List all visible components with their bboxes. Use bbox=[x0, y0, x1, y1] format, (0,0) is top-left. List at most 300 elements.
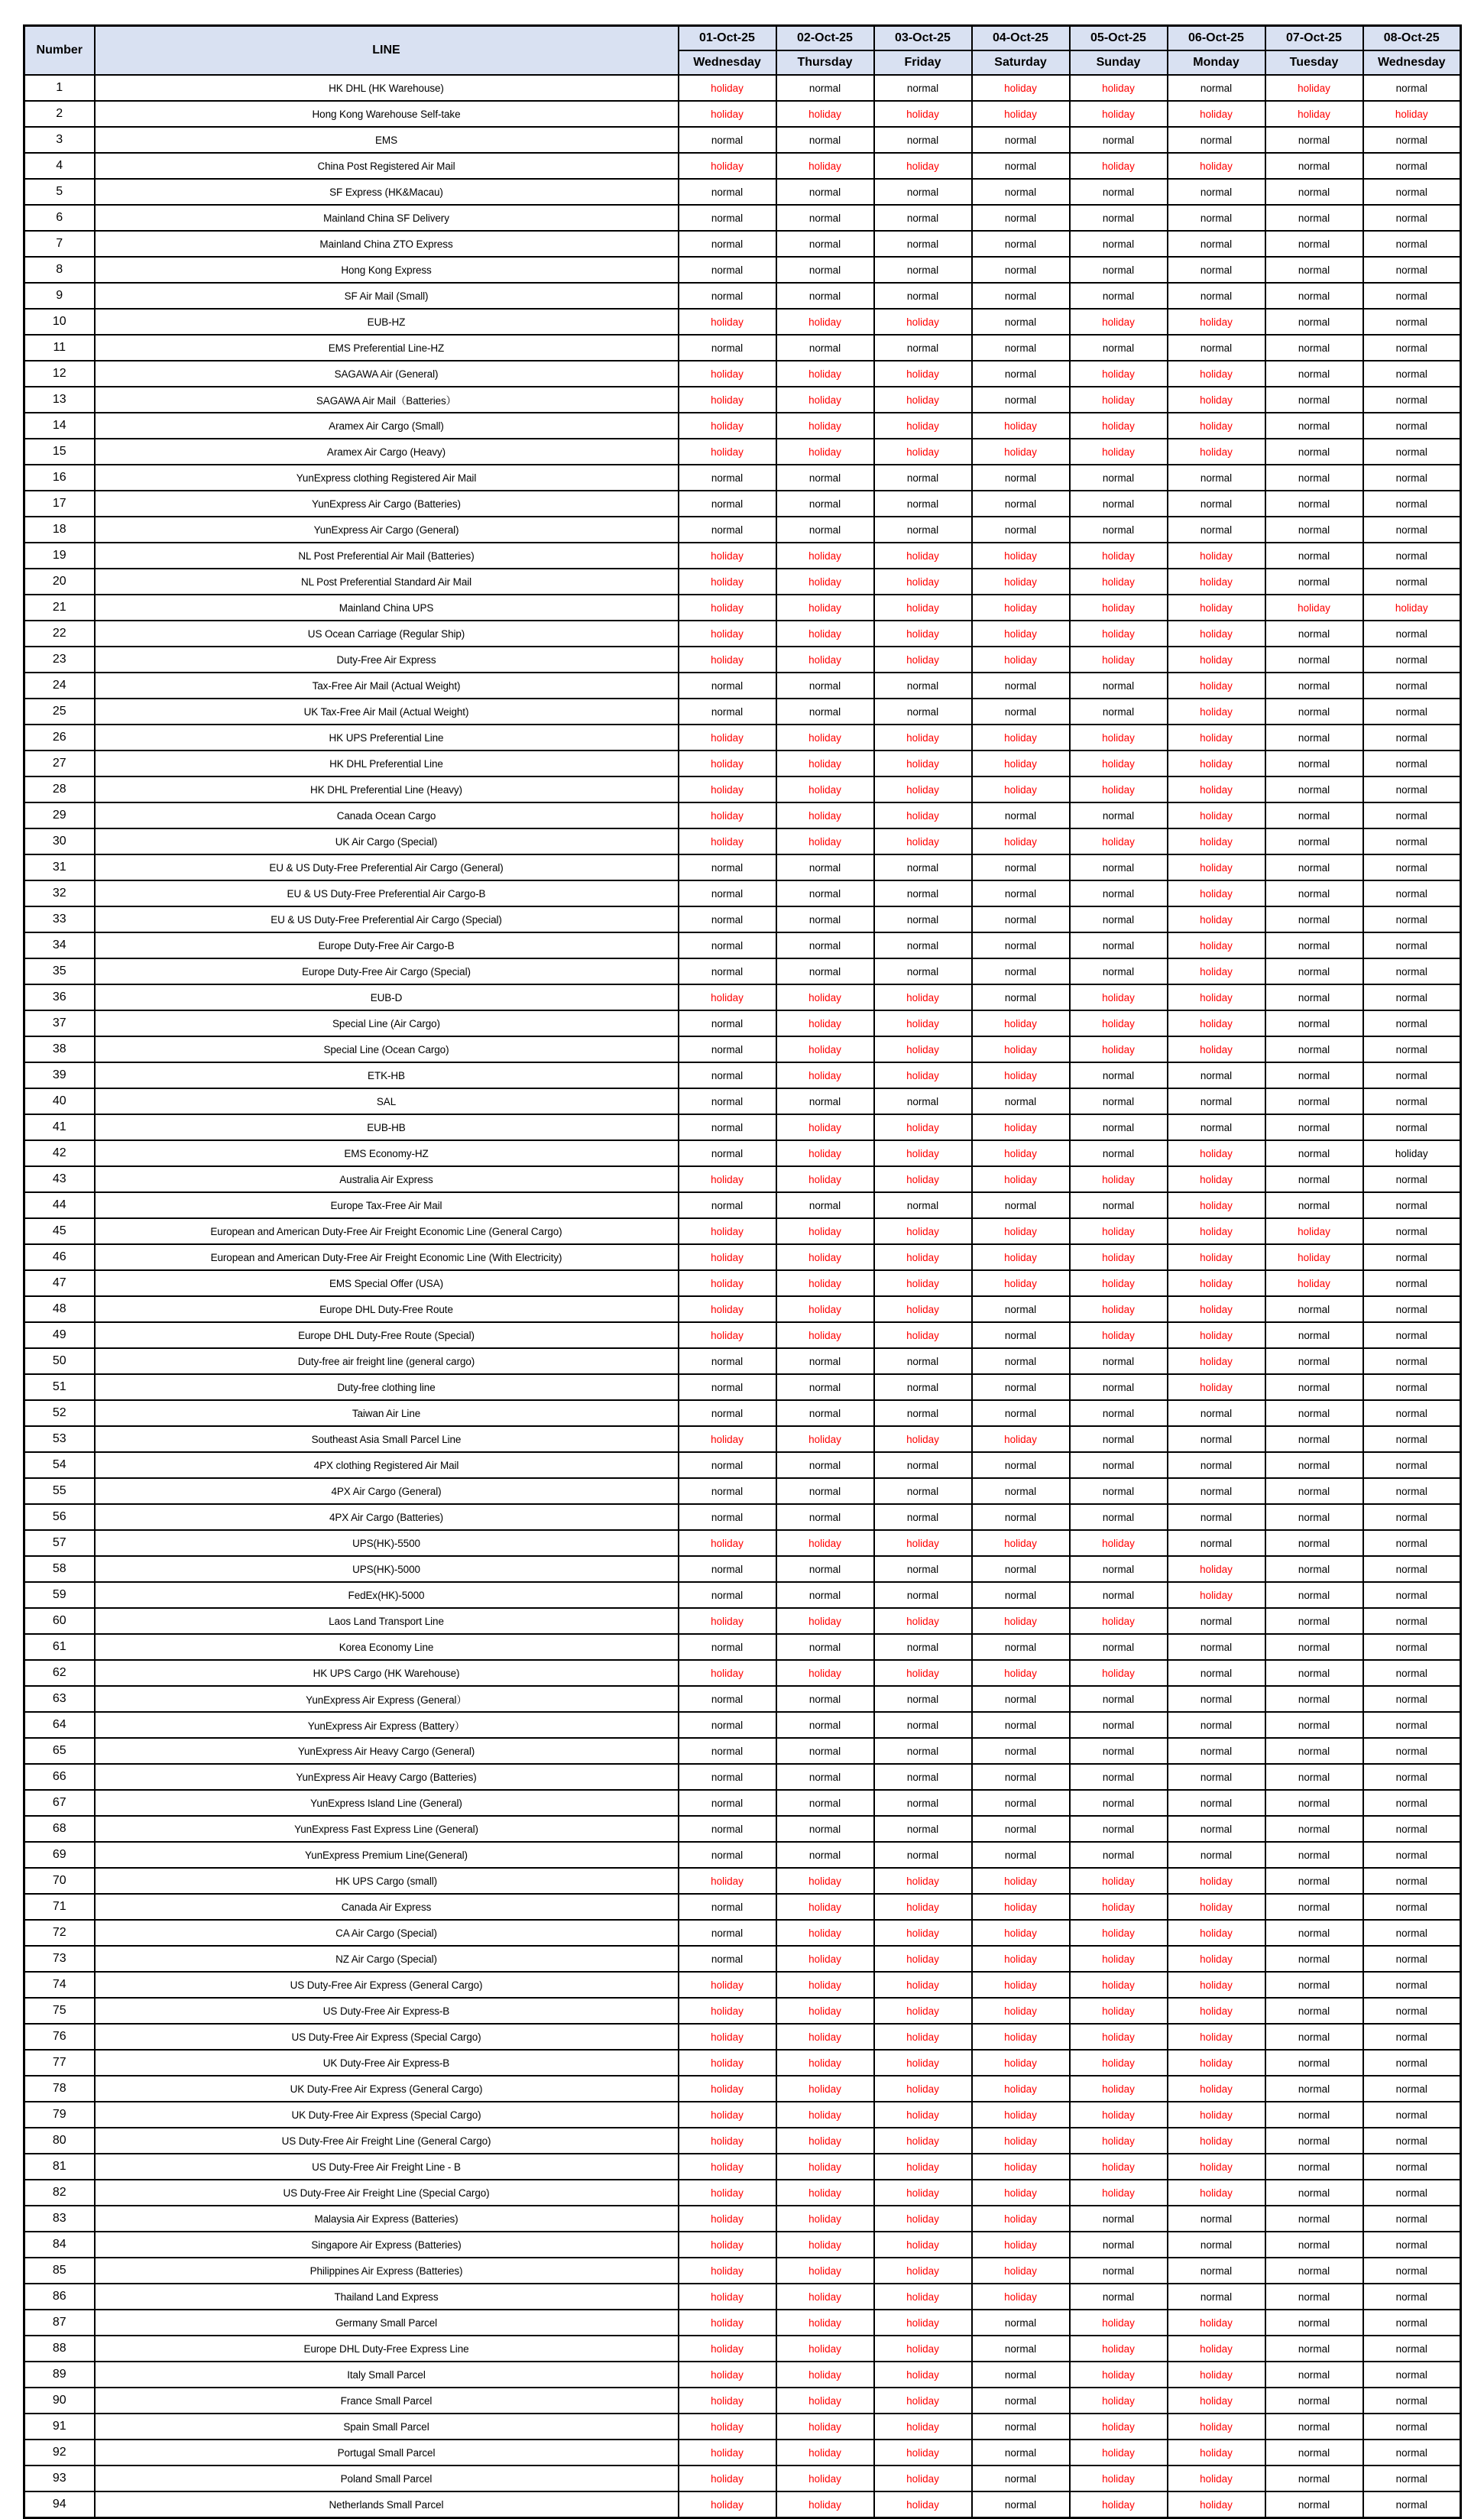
row-number: 57 bbox=[24, 1530, 95, 1556]
status-cell: normal bbox=[1265, 828, 1363, 854]
row-number: 44 bbox=[24, 1192, 95, 1218]
status-cell: normal bbox=[679, 335, 776, 361]
row-number: 64 bbox=[24, 1712, 95, 1738]
status-cell: normal bbox=[1265, 2154, 1363, 2180]
status-cell: normal bbox=[1363, 179, 1461, 205]
status-cell: normal bbox=[776, 127, 874, 153]
status-cell: holiday bbox=[776, 1166, 874, 1192]
status-cell: holiday bbox=[874, 1946, 972, 1972]
row-number: 28 bbox=[24, 776, 95, 802]
row-number: 36 bbox=[24, 984, 95, 1010]
line-name: CA Air Cargo (Special) bbox=[95, 1920, 679, 1946]
status-cell: holiday bbox=[972, 1972, 1070, 1998]
line-name: UPS(HK)-5000 bbox=[95, 1556, 679, 1582]
status-cell: holiday bbox=[972, 2232, 1070, 2258]
status-cell: holiday bbox=[1070, 725, 1168, 751]
status-cell: normal bbox=[1363, 1530, 1461, 1556]
status-cell: normal bbox=[679, 1738, 776, 1764]
table-row bbox=[24, 1322, 1461, 1348]
line-name: NL Post Preferential Standard Air Mail bbox=[95, 569, 679, 595]
status-cell: holiday bbox=[874, 2102, 972, 2128]
status-cell: normal bbox=[1265, 1790, 1363, 1816]
status-cell: holiday bbox=[1070, 2362, 1168, 2388]
status-cell: holiday bbox=[776, 1062, 874, 1088]
table-row bbox=[24, 1348, 1461, 1374]
table-row bbox=[24, 335, 1461, 361]
status-cell: normal bbox=[972, 153, 1070, 179]
status-cell: holiday bbox=[972, 2128, 1070, 2154]
row-number: 39 bbox=[24, 1062, 95, 1088]
row-number: 61 bbox=[24, 1634, 95, 1660]
status-cell: normal bbox=[1168, 283, 1265, 309]
status-cell: holiday bbox=[1168, 1166, 1265, 1192]
status-cell: normal bbox=[679, 1192, 776, 1218]
status-cell: holiday bbox=[972, 2076, 1070, 2102]
status-cell: holiday bbox=[1168, 1894, 1265, 1920]
status-cell: normal bbox=[1363, 2284, 1461, 2310]
status-cell: normal bbox=[1070, 1192, 1168, 1218]
status-cell: holiday bbox=[776, 2310, 874, 2336]
line-name: EMS Special Offer (USA) bbox=[95, 1270, 679, 1296]
status-cell: normal bbox=[1070, 1816, 1168, 1842]
status-cell: normal bbox=[972, 179, 1070, 205]
row-number: 63 bbox=[24, 1686, 95, 1712]
row-number: 42 bbox=[24, 1140, 95, 1166]
status-cell: normal bbox=[1168, 1634, 1265, 1660]
header-date-4: 04-Oct-25 bbox=[972, 26, 1070, 51]
status-cell: holiday bbox=[1070, 1608, 1168, 1634]
status-cell: normal bbox=[679, 1582, 776, 1608]
status-cell: holiday bbox=[776, 647, 874, 673]
status-cell: holiday bbox=[1168, 1582, 1265, 1608]
status-cell: normal bbox=[679, 1764, 776, 1790]
status-cell: normal bbox=[874, 1452, 972, 1478]
status-cell: normal bbox=[1363, 2050, 1461, 2076]
status-cell: normal bbox=[776, 1634, 874, 1660]
row-number: 24 bbox=[24, 673, 95, 699]
status-cell: normal bbox=[679, 906, 776, 932]
status-cell: normal bbox=[874, 1556, 972, 1582]
status-cell: holiday bbox=[776, 2336, 874, 2362]
status-cell: holiday bbox=[972, 1530, 1070, 1556]
table-row bbox=[24, 1764, 1461, 1790]
status-cell: normal bbox=[1363, 2206, 1461, 2232]
status-cell: holiday bbox=[1168, 647, 1265, 673]
status-cell: normal bbox=[1070, 2232, 1168, 2258]
status-cell: normal bbox=[776, 335, 874, 361]
line-name: 4PX Air Cargo (Batteries) bbox=[95, 1504, 679, 1530]
table-row bbox=[24, 1218, 1461, 1244]
status-cell: holiday bbox=[1168, 2388, 1265, 2414]
status-cell: normal bbox=[874, 1842, 972, 1868]
status-cell: normal bbox=[776, 1504, 874, 1530]
status-cell: normal bbox=[1070, 958, 1168, 984]
table-row bbox=[24, 2414, 1461, 2440]
status-cell: holiday bbox=[874, 1322, 972, 1348]
status-cell: holiday bbox=[1070, 2414, 1168, 2440]
col-header-line: LINE bbox=[95, 26, 679, 76]
status-cell: holiday bbox=[874, 569, 972, 595]
row-number: 32 bbox=[24, 880, 95, 906]
status-cell: normal bbox=[776, 1816, 874, 1842]
status-cell: normal bbox=[1168, 1842, 1265, 1868]
table-row bbox=[24, 802, 1461, 828]
status-cell: normal bbox=[679, 1946, 776, 1972]
row-number: 19 bbox=[24, 543, 95, 569]
status-cell: holiday bbox=[874, 2024, 972, 2050]
status-cell: normal bbox=[1265, 205, 1363, 231]
table-row bbox=[24, 2258, 1461, 2284]
status-cell: holiday bbox=[1168, 1270, 1265, 1296]
row-number: 75 bbox=[24, 1998, 95, 2024]
status-cell: normal bbox=[972, 127, 1070, 153]
status-cell: normal bbox=[1363, 257, 1461, 283]
status-cell: holiday bbox=[972, 2284, 1070, 2310]
status-cell: normal bbox=[1363, 1946, 1461, 1972]
status-cell: holiday bbox=[972, 595, 1070, 621]
line-name: Italy Small Parcel bbox=[95, 2362, 679, 2388]
status-cell: normal bbox=[1265, 517, 1363, 543]
status-cell: normal bbox=[874, 1192, 972, 1218]
line-name: Aramex Air Cargo (Heavy) bbox=[95, 439, 679, 465]
status-cell: holiday bbox=[874, 1426, 972, 1452]
row-number: 53 bbox=[24, 1426, 95, 1452]
status-cell: holiday bbox=[1070, 1972, 1168, 1998]
status-cell: normal bbox=[972, 1348, 1070, 1374]
line-name: Hong Kong Warehouse Self-take bbox=[95, 101, 679, 127]
line-name: NZ Air Cargo (Special) bbox=[95, 1946, 679, 1972]
status-cell: holiday bbox=[874, 2310, 972, 2336]
status-cell: holiday bbox=[874, 1244, 972, 1270]
status-cell: holiday bbox=[874, 1062, 972, 1088]
status-cell: normal bbox=[1265, 932, 1363, 958]
status-cell: holiday bbox=[776, 1920, 874, 1946]
line-name: SAL bbox=[95, 1088, 679, 1114]
table-row bbox=[24, 751, 1461, 776]
status-cell: holiday bbox=[1070, 2180, 1168, 2206]
status-cell: normal bbox=[1363, 1296, 1461, 1322]
status-cell: normal bbox=[1265, 1426, 1363, 1452]
status-cell: holiday bbox=[679, 101, 776, 127]
row-number: 85 bbox=[24, 2258, 95, 2284]
status-cell: holiday bbox=[972, 543, 1070, 569]
status-cell: holiday bbox=[972, 101, 1070, 127]
status-cell: normal bbox=[679, 1556, 776, 1582]
table-row bbox=[24, 2180, 1461, 2206]
table-row bbox=[24, 2076, 1461, 2102]
row-number: 17 bbox=[24, 491, 95, 517]
status-cell: normal bbox=[874, 283, 972, 309]
status-cell: normal bbox=[1363, 361, 1461, 387]
status-cell: normal bbox=[1265, 2440, 1363, 2466]
status-cell: normal bbox=[679, 179, 776, 205]
row-number: 15 bbox=[24, 439, 95, 465]
status-cell: normal bbox=[776, 854, 874, 880]
schedule-body bbox=[24, 75, 1461, 2518]
table-row bbox=[24, 2466, 1461, 2491]
status-cell: holiday bbox=[972, 1894, 1070, 1920]
status-cell: holiday bbox=[1070, 153, 1168, 179]
status-cell: normal bbox=[1168, 1686, 1265, 1712]
status-cell: holiday bbox=[776, 413, 874, 439]
status-cell: normal bbox=[1363, 2076, 1461, 2102]
table-row bbox=[24, 673, 1461, 699]
table-row bbox=[24, 1530, 1461, 1556]
status-cell: holiday bbox=[1168, 569, 1265, 595]
line-name: Europe DHL Duty-Free Express Line bbox=[95, 2336, 679, 2362]
line-name: YunExpress Air Heavy Cargo (General) bbox=[95, 1738, 679, 1764]
status-cell: normal bbox=[679, 1816, 776, 1842]
status-cell: normal bbox=[776, 1348, 874, 1374]
status-cell: normal bbox=[972, 335, 1070, 361]
status-cell: normal bbox=[679, 257, 776, 283]
status-cell: holiday bbox=[1168, 1972, 1265, 1998]
table-row bbox=[24, 101, 1461, 127]
status-cell: normal bbox=[679, 932, 776, 958]
status-cell: holiday bbox=[679, 1608, 776, 1634]
table-row bbox=[24, 854, 1461, 880]
row-number: 81 bbox=[24, 2154, 95, 2180]
status-cell: holiday bbox=[1070, 2491, 1168, 2518]
status-cell: normal bbox=[1265, 491, 1363, 517]
line-name: Mainland China ZTO Express bbox=[95, 231, 679, 257]
status-cell: normal bbox=[1363, 1868, 1461, 1894]
status-cell: holiday bbox=[972, 1010, 1070, 1036]
status-cell: holiday bbox=[776, 751, 874, 776]
status-cell: normal bbox=[1168, 1400, 1265, 1426]
status-cell: holiday bbox=[679, 2050, 776, 2076]
table-row bbox=[24, 1140, 1461, 1166]
status-cell: normal bbox=[1070, 2284, 1168, 2310]
status-cell: normal bbox=[679, 1686, 776, 1712]
header-weekday-7: Tuesday bbox=[1265, 50, 1363, 75]
status-cell: normal bbox=[776, 699, 874, 725]
status-cell: holiday bbox=[1070, 1894, 1168, 1920]
line-name: YunExpress clothing Registered Air Mail bbox=[95, 465, 679, 491]
table-row bbox=[24, 361, 1461, 387]
status-cell: holiday bbox=[679, 776, 776, 802]
line-name: EMS Preferential Line-HZ bbox=[95, 335, 679, 361]
status-cell: holiday bbox=[679, 2206, 776, 2232]
header-weekday-2: Thursday bbox=[776, 50, 874, 75]
status-cell: holiday bbox=[679, 2024, 776, 2050]
status-cell: normal bbox=[874, 491, 972, 517]
status-cell: holiday bbox=[776, 1114, 874, 1140]
line-name: Thailand Land Express bbox=[95, 2284, 679, 2310]
status-cell: holiday bbox=[679, 2440, 776, 2466]
status-cell: holiday bbox=[874, 621, 972, 647]
status-cell: holiday bbox=[1070, 309, 1168, 335]
line-name: China Post Registered Air Mail bbox=[95, 153, 679, 179]
line-name: ETK-HB bbox=[95, 1062, 679, 1088]
status-cell: normal bbox=[1070, 491, 1168, 517]
status-cell: holiday bbox=[679, 2388, 776, 2414]
status-cell: normal bbox=[1168, 75, 1265, 101]
status-cell: normal bbox=[1070, 880, 1168, 906]
status-cell: holiday bbox=[1168, 1322, 1265, 1348]
line-name: EUB-D bbox=[95, 984, 679, 1010]
line-name: HK DHL (HK Warehouse) bbox=[95, 75, 679, 101]
table-row bbox=[24, 2206, 1461, 2232]
status-cell: holiday bbox=[1168, 1868, 1265, 1894]
status-cell: holiday bbox=[874, 153, 972, 179]
status-cell: normal bbox=[1363, 153, 1461, 179]
status-cell: holiday bbox=[776, 569, 874, 595]
status-cell: normal bbox=[972, 1374, 1070, 1400]
status-cell: holiday bbox=[972, 1218, 1070, 1244]
status-cell: holiday bbox=[972, 1998, 1070, 2024]
row-number: 26 bbox=[24, 725, 95, 751]
row-number: 1 bbox=[24, 75, 95, 101]
status-cell: normal bbox=[972, 2310, 1070, 2336]
status-cell: normal bbox=[679, 517, 776, 543]
status-cell: holiday bbox=[776, 2128, 874, 2154]
status-cell: holiday bbox=[679, 1998, 776, 2024]
status-cell: normal bbox=[1070, 2258, 1168, 2284]
status-cell: normal bbox=[1363, 1842, 1461, 1868]
status-cell: normal bbox=[874, 335, 972, 361]
line-name: Philippines Air Express (Batteries) bbox=[95, 2258, 679, 2284]
row-number: 7 bbox=[24, 231, 95, 257]
status-cell: normal bbox=[972, 205, 1070, 231]
table-row bbox=[24, 2050, 1461, 2076]
status-cell: normal bbox=[1363, 1218, 1461, 1244]
status-cell: normal bbox=[1363, 2180, 1461, 2206]
status-cell: holiday bbox=[874, 802, 972, 828]
status-cell: normal bbox=[972, 1192, 1070, 1218]
status-cell: holiday bbox=[874, 2050, 972, 2076]
line-name: EU & US Duty-Free Preferential Air Cargo (Special) bbox=[95, 906, 679, 932]
status-cell: holiday bbox=[874, 361, 972, 387]
status-cell: holiday bbox=[679, 984, 776, 1010]
status-cell: normal bbox=[1363, 283, 1461, 309]
table-row bbox=[24, 2154, 1461, 2180]
status-cell: normal bbox=[1363, 1192, 1461, 1218]
status-cell: normal bbox=[1168, 1816, 1265, 1842]
status-cell: normal bbox=[1265, 1322, 1363, 1348]
table-row bbox=[24, 1088, 1461, 1114]
status-cell: normal bbox=[874, 906, 972, 932]
status-cell: normal bbox=[874, 179, 972, 205]
table-row bbox=[24, 1816, 1461, 1842]
row-number: 4 bbox=[24, 153, 95, 179]
table-row bbox=[24, 127, 1461, 153]
status-cell: normal bbox=[972, 231, 1070, 257]
status-cell: normal bbox=[776, 1712, 874, 1738]
status-cell: normal bbox=[1265, 1582, 1363, 1608]
status-cell: normal bbox=[1363, 543, 1461, 569]
status-cell: normal bbox=[972, 2491, 1070, 2518]
row-number: 65 bbox=[24, 1738, 95, 1764]
status-cell: holiday bbox=[1070, 828, 1168, 854]
row-number: 20 bbox=[24, 569, 95, 595]
status-cell: normal bbox=[1265, 1920, 1363, 1946]
status-cell: holiday bbox=[1265, 75, 1363, 101]
table-row bbox=[24, 257, 1461, 283]
status-cell: normal bbox=[1070, 1400, 1168, 1426]
status-cell: holiday bbox=[776, 2362, 874, 2388]
row-number: 34 bbox=[24, 932, 95, 958]
status-cell: normal bbox=[1265, 1842, 1363, 1868]
line-name: SF Express (HK&Macau) bbox=[95, 179, 679, 205]
header-weekday-3: Friday bbox=[874, 50, 972, 75]
status-cell: normal bbox=[1168, 1088, 1265, 1114]
status-cell: normal bbox=[1168, 231, 1265, 257]
status-cell: normal bbox=[1168, 179, 1265, 205]
status-cell: normal bbox=[1363, 1660, 1461, 1686]
status-cell: normal bbox=[1168, 1790, 1265, 1816]
status-cell: holiday bbox=[874, 2154, 972, 2180]
status-cell: normal bbox=[874, 1478, 972, 1504]
status-cell: holiday bbox=[1168, 751, 1265, 776]
status-cell: normal bbox=[1265, 1998, 1363, 2024]
status-cell: normal bbox=[1265, 1348, 1363, 1374]
status-cell: normal bbox=[972, 1790, 1070, 1816]
status-cell: holiday bbox=[1070, 543, 1168, 569]
status-cell: normal bbox=[972, 699, 1070, 725]
status-cell: holiday bbox=[1168, 699, 1265, 725]
table-row bbox=[24, 1738, 1461, 1764]
status-cell: normal bbox=[776, 491, 874, 517]
status-cell: holiday bbox=[874, 1270, 972, 1296]
status-cell: holiday bbox=[679, 2232, 776, 2258]
table-row bbox=[24, 1920, 1461, 1946]
status-cell: normal bbox=[1363, 1894, 1461, 1920]
status-cell: holiday bbox=[1168, 101, 1265, 127]
status-cell: normal bbox=[1363, 335, 1461, 361]
status-cell: normal bbox=[679, 1478, 776, 1504]
status-cell: holiday bbox=[679, 751, 776, 776]
status-cell: normal bbox=[1265, 958, 1363, 984]
table-row bbox=[24, 465, 1461, 491]
status-cell: normal bbox=[1363, 699, 1461, 725]
status-cell: holiday bbox=[874, 2206, 972, 2232]
line-name: SAGAWA Air (General) bbox=[95, 361, 679, 387]
status-cell: normal bbox=[1265, 776, 1363, 802]
status-cell: normal bbox=[1265, 2310, 1363, 2336]
status-cell: holiday bbox=[1070, 1530, 1168, 1556]
status-cell: holiday bbox=[776, 439, 874, 465]
status-cell: holiday bbox=[776, 1270, 874, 1296]
line-name: Aramex Air Cargo (Small) bbox=[95, 413, 679, 439]
row-number: 30 bbox=[24, 828, 95, 854]
status-cell: holiday bbox=[1070, 2128, 1168, 2154]
line-name: Special Line (Ocean Cargo) bbox=[95, 1036, 679, 1062]
status-cell: holiday bbox=[1168, 2310, 1265, 2336]
status-cell: holiday bbox=[776, 101, 874, 127]
status-cell: normal bbox=[1265, 127, 1363, 153]
status-cell: holiday bbox=[679, 1660, 776, 1686]
line-name: Europe Tax-Free Air Mail bbox=[95, 1192, 679, 1218]
status-cell: normal bbox=[1363, 1010, 1461, 1036]
line-name: EMS bbox=[95, 127, 679, 153]
row-number: 83 bbox=[24, 2206, 95, 2232]
status-cell: holiday bbox=[1070, 1998, 1168, 2024]
status-cell: holiday bbox=[776, 2206, 874, 2232]
status-cell: normal bbox=[1168, 1764, 1265, 1790]
status-cell: normal bbox=[776, 75, 874, 101]
status-cell: normal bbox=[1265, 2336, 1363, 2362]
status-cell: holiday bbox=[874, 2414, 972, 2440]
status-cell: normal bbox=[972, 854, 1070, 880]
line-name: Europe Duty-Free Air Cargo-B bbox=[95, 932, 679, 958]
status-cell: normal bbox=[1070, 906, 1168, 932]
status-cell: normal bbox=[1363, 1790, 1461, 1816]
status-cell: normal bbox=[1265, 465, 1363, 491]
status-cell: normal bbox=[1363, 2362, 1461, 2388]
table-row bbox=[24, 958, 1461, 984]
status-cell: normal bbox=[874, 257, 972, 283]
